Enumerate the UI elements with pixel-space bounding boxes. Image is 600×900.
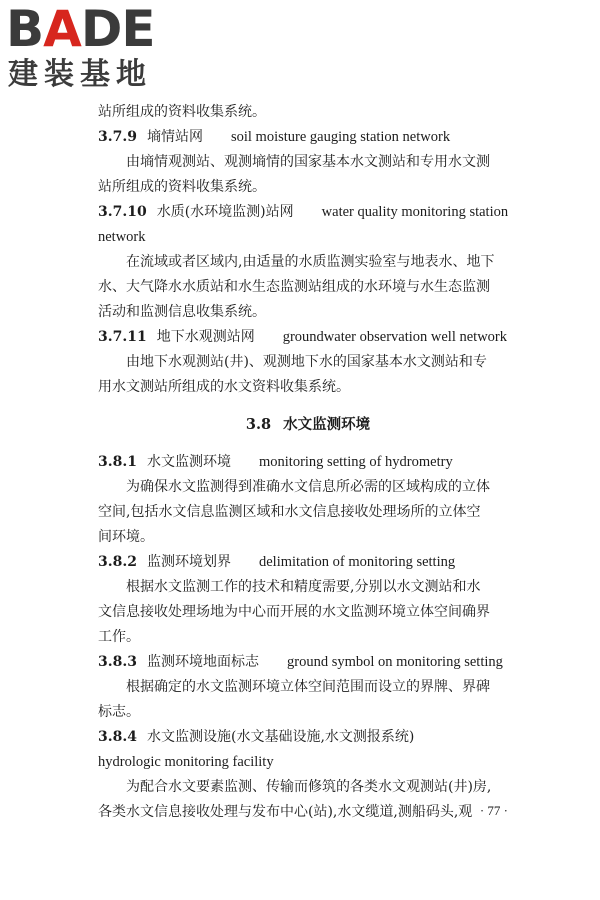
term-chinese: 监测环境地面标志 bbox=[146, 654, 259, 670]
paragraph-line: 标志。 bbox=[98, 704, 140, 720]
paragraph-line: 各类水文信息接收处理与发布中心(站),水文缆道,测船码头,观 bbox=[98, 804, 473, 820]
term-heading bbox=[98, 450, 518, 475]
paragraph-line: 站所组成的资料收集系统。 bbox=[98, 104, 266, 120]
term-number: 3.8.2 bbox=[98, 554, 137, 570]
term-english: monitoring setting of hydrometry bbox=[258, 454, 453, 470]
term-heading bbox=[98, 125, 518, 150]
term-english: groundwater observation well network bbox=[282, 329, 508, 345]
term-number: 3.8.1 bbox=[98, 454, 137, 470]
term-heading bbox=[98, 725, 518, 750]
paragraph-line: 在流域或者区域内,由适量的水质监测实验室与地表水、地下 bbox=[126, 254, 495, 270]
term-english: hydrologic monitoring facility bbox=[98, 754, 274, 770]
term-english: soil moisture gauging station network bbox=[230, 129, 451, 145]
section-number: 3.8 bbox=[245, 416, 272, 433]
term-heading bbox=[98, 550, 518, 575]
term-number: 3.7.10 bbox=[98, 204, 147, 220]
term-english: ground symbol on monitoring setting bbox=[286, 654, 503, 670]
paragraph-line: 用水文测站所组成的水文资料收集系统。 bbox=[98, 379, 350, 395]
paragraph-line: 文信息接收处理场地为中心而开展的水文监测环境立体空间确界 bbox=[98, 604, 490, 620]
paragraph-line: 间环境。 bbox=[98, 529, 154, 545]
logo-wordmark: BADE bbox=[6, 0, 155, 58]
paragraph-line: 站所组成的资料收集系统。 bbox=[98, 179, 266, 195]
term-chinese: 水质(水环境监测)站网 bbox=[156, 204, 294, 220]
term-number: 3.7.11 bbox=[98, 329, 147, 345]
term-heading bbox=[98, 650, 518, 675]
term-number: 3.8.4 bbox=[98, 729, 137, 745]
paragraph-line: 活动和监测信息收集系统。 bbox=[98, 304, 266, 320]
term-number: 3.8.3 bbox=[98, 654, 137, 670]
section-title: 水文监测环境 bbox=[283, 416, 371, 433]
paragraph-line: 空间,包括水文信息监测区域和水文信息接收处理场所的立体空 bbox=[98, 504, 481, 520]
brand-logo bbox=[6, 0, 176, 96]
term-chinese: 墒情站网 bbox=[146, 129, 203, 145]
term-english-continued: network bbox=[98, 229, 146, 245]
paragraph-line: 为确保水文监测得到准确水文信息所必需的区域构成的立体 bbox=[126, 479, 490, 495]
paragraph-line: 根据确定的水文监测环境立体空间范围而设立的界牌、界碑 bbox=[126, 679, 490, 695]
page-number: · 77 · bbox=[479, 803, 508, 818]
paragraph-line: 为配合水文要素监测、传输而修筑的各类水文观测站(井)房, bbox=[126, 779, 492, 795]
term-chinese: 水文监测环境 bbox=[146, 454, 231, 470]
paragraph-line: 由墒情观测站、观测墒情的国家基本水文测站和专用水文测 bbox=[126, 154, 490, 170]
term-english: water quality monitoring station bbox=[321, 204, 509, 220]
paragraph-line: 由地下水观测站(井)、观测地下水的国家基本水文测站和专 bbox=[126, 354, 487, 370]
term-chinese: 地下水观测站网 bbox=[156, 329, 255, 345]
term-heading bbox=[98, 200, 518, 225]
term-number: 3.7.9 bbox=[98, 129, 137, 145]
paragraph-line: 水、大气降水水质站和水生态监测站组成的水环境与水生态监测 bbox=[98, 279, 490, 295]
logo-subtitle: 建装基地 bbox=[8, 57, 152, 92]
paragraph-line: 工作。 bbox=[98, 629, 140, 645]
term-chinese: 水文监测设施(水文基础设施,水文测报系统) bbox=[146, 729, 415, 745]
term-chinese: 监测环境划界 bbox=[146, 554, 231, 570]
paragraph-line: 根据水文监测工作的技术和精度需要,分别以水文测站和水 bbox=[126, 579, 481, 595]
term-heading bbox=[98, 325, 518, 350]
term-english: delimitation of monitoring setting bbox=[258, 554, 456, 570]
section-heading bbox=[98, 400, 518, 450]
document-body bbox=[98, 100, 518, 825]
